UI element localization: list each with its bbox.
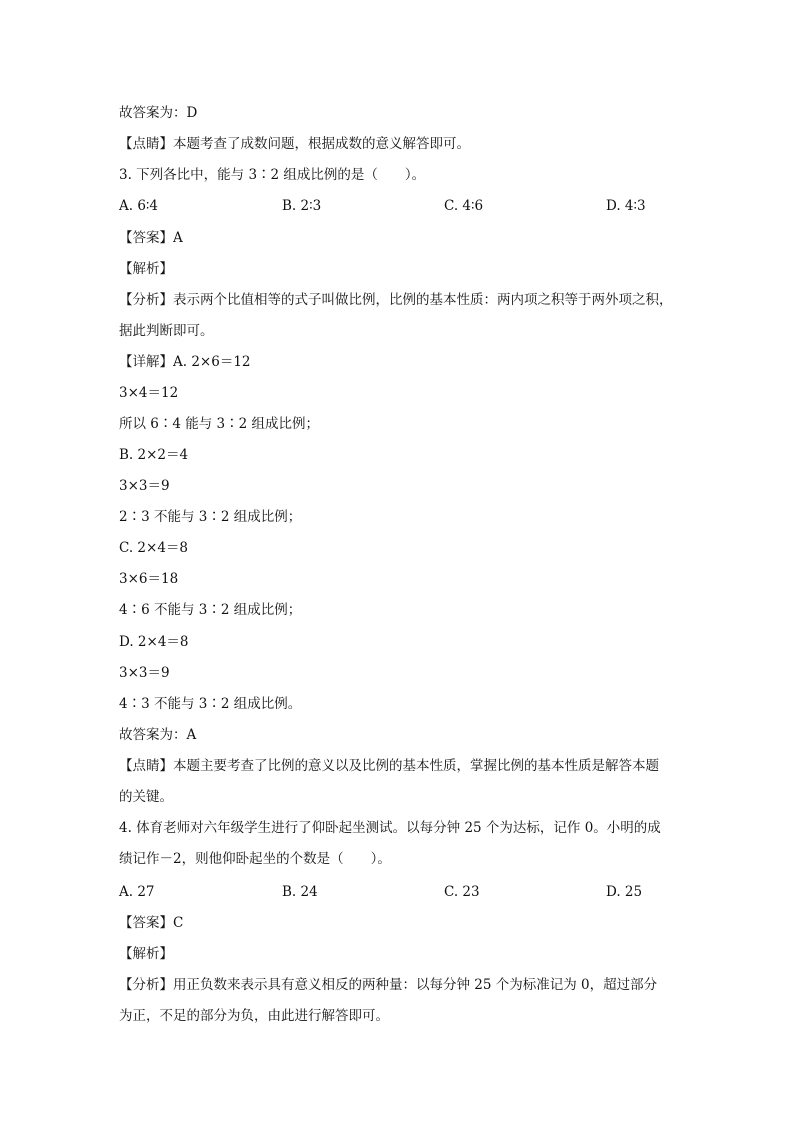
- q3-detail-line: 4∶6 不能与 3∶2 组成比例；: [119, 602, 302, 618]
- q3-option-a: A. 6∶4: [119, 198, 159, 214]
- q3-comment-line-1: 【点睛】本题主要考查了比例的意义以及比例的基本性质，掌握比例的基本性质是解答本题: [119, 758, 659, 774]
- q3-analysis-line-2: 据此判断即可。: [119, 323, 214, 339]
- q3-option-c: C. 4∶6: [444, 198, 484, 214]
- q3-detail-line: 3×4＝12: [119, 385, 179, 401]
- q3-analysis-heading: 【解析】: [119, 261, 173, 277]
- q3-detail-line: 4∶3 不能与 3∶2 组成比例。: [119, 696, 302, 712]
- q4-stem-line-2: 绩记作－2，则他仰卧起坐的个数是（ ）。: [119, 851, 391, 867]
- q4-stem-line-1: 4. 体育老师对六年级学生进行了仰卧起坐测试。以每分钟 25 个为达标，记作 0。小明的成: [119, 820, 661, 836]
- q3-final-answer: 故答案为：A: [119, 727, 197, 743]
- q4-option-d: D. 25: [606, 884, 643, 900]
- q3-option-b: B. 2∶3: [282, 198, 322, 214]
- q3-detail-line: 【详解】A. 2×6＝12: [119, 354, 251, 370]
- q3-stem: 3. 下列各比中，能与 3∶2 组成比例的是（ ）。: [119, 167, 426, 183]
- q3-detail-line: 3×3＝9: [119, 665, 170, 681]
- q4-analysis-line-2: 为正，不足的部分为负，由此进行解答即可。: [119, 1008, 389, 1024]
- q3-detail-line: B. 2×2＝4: [119, 447, 189, 463]
- q3-detail-line: 2∶3 不能与 3∶2 组成比例；: [119, 509, 302, 525]
- q2-answer-line: 故答案为：D: [119, 105, 198, 121]
- q4-option-a: A. 27: [119, 884, 155, 900]
- q3-detail-line: 所以 6∶4 能与 3∶2 组成比例；: [119, 416, 320, 432]
- q3-comment-line-2: 的关键。: [119, 789, 173, 805]
- q3-detail-line: C. 2×4＝8: [119, 540, 189, 556]
- q3-detail-line: 3×6＝18: [119, 571, 179, 587]
- q4-option-b: B. 24: [282, 884, 318, 900]
- q3-analysis-line-1: 【分析】表示两个比值相等的式子叫做比例，比例的基本性质：两内项之积等于两外项之积，: [119, 292, 673, 308]
- q2-comment: 【点睛】本题考查了成数问题，根据成数的意义解答即可。: [119, 136, 470, 152]
- q3-detail-line: 3×3＝9: [119, 478, 170, 494]
- q4-analysis-line-1: 【分析】用正负数来表示具有意义相反的两种量：以每分钟 25 个为标准记为 0，超过部分: [119, 977, 658, 993]
- q3-answer: 【答案】A: [119, 230, 183, 246]
- q4-answer: 【答案】C: [119, 915, 184, 931]
- q4-option-c: C. 23: [444, 884, 480, 900]
- q3-option-d: D. 4∶3: [606, 198, 646, 214]
- q3-detail-line: D. 2×4＝8: [119, 634, 189, 650]
- q4-analysis-heading: 【解析】: [119, 946, 173, 962]
